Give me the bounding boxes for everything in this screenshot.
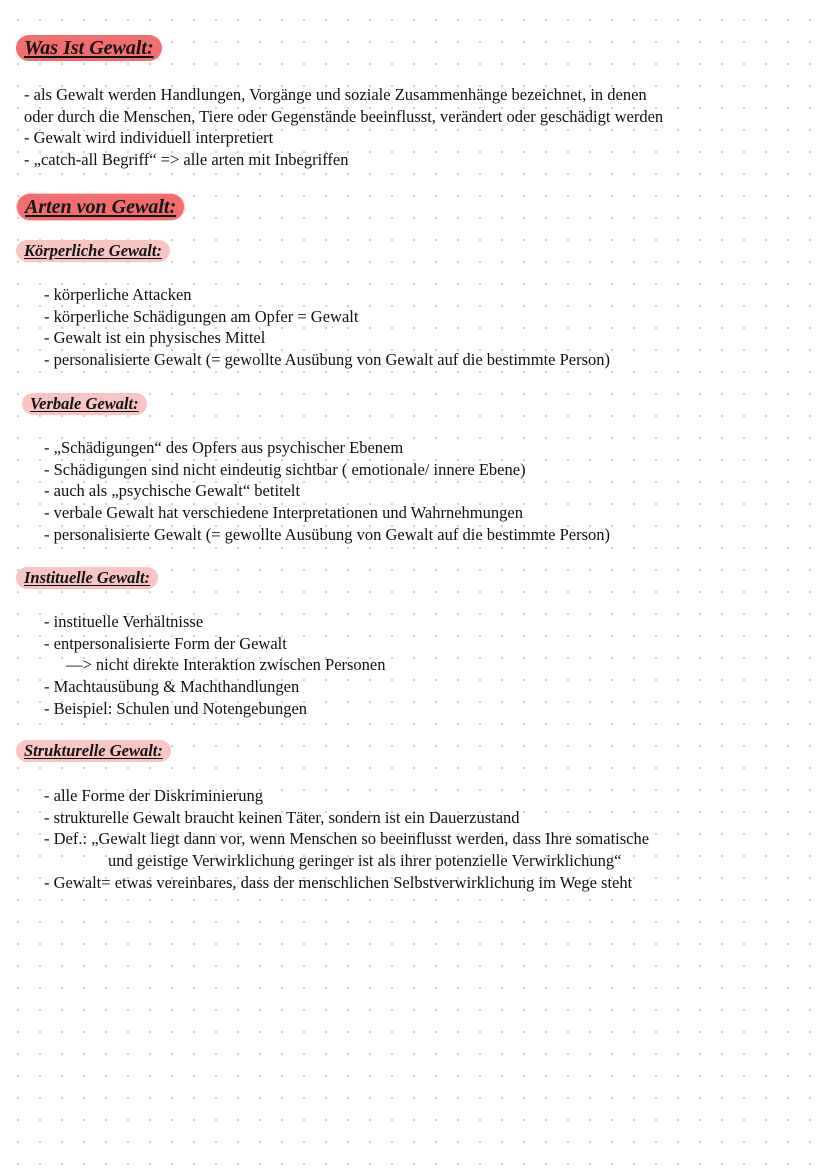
verbale-list: [44, 437, 610, 546]
list-item-arrow: —> nicht direkte Interaktion zwischen Personen: [66, 655, 386, 675]
koerperliche-list: [44, 284, 610, 371]
list-item: - personalisierte Gewalt (= gewollte Ausübung von Gewalt auf die bestimmte Person): [44, 524, 611, 544]
definition-line-4: - „catch-all Begriff“ => alle arten mit Inbegriffen: [24, 150, 349, 170]
list-item: - instituelle Verhältnisse: [44, 612, 204, 631]
list-item: - Beispiel: Schulen und Notengebungen: [44, 698, 308, 718]
list-item: - alle Forme der Diskriminierung: [44, 786, 264, 805]
list-item: - Schädigungen sind nicht eindeutig sichtbar ( emotionale/ innere Ebene): [44, 459, 526, 479]
list-item: - „Schädigungen“ des Opfers aus psychischer Ebenem: [44, 438, 404, 457]
list-item: - Def.: „Gewalt liegt dann vor, wenn Menschen so beeinflusst werden, dass Ihre somatische: [44, 829, 650, 849]
heading-arten-von-gewalt: Arten von Gewalt:: [17, 194, 184, 220]
list-item: - personalisierte Gewalt (= gewollte Ausübung von Gewalt auf die bestimmte Person): [44, 350, 611, 370]
list-item: - strukturelle Gewalt braucht keinen Täter, sondern ist ein Dauerzustand: [44, 807, 520, 827]
definition-block: [24, 84, 663, 171]
list-item: - verbale Gewalt hat verschiedene Interpretationen und Wahrnehmungen: [44, 503, 523, 523]
heading-was-ist-gewalt: Was Ist Gewalt:: [16, 35, 162, 61]
heading-koerperliche-gewalt: Körperliche Gewalt:: [16, 240, 170, 262]
heading-strukturelle-gewalt: Strukturelle Gewalt:: [16, 740, 171, 762]
list-item: - Machtausübung & Machthandlungen: [44, 677, 300, 697]
list-item: - körperliche Attacken: [44, 285, 192, 304]
heading-instituelle-gewalt: Instituelle Gewalt:: [16, 567, 158, 589]
strukturelle-list: [44, 785, 649, 894]
definition-line-1: - als Gewalt werden Handlungen, Vorgänge und soziale Zusammenhänge bezeichnet, in denen: [24, 85, 647, 104]
definition-line-2: oder durch die Menschen, Tiere oder Gegenstände beeinflusst, verändert oder geschädigt werden: [24, 106, 664, 126]
list-item-continuation: und geistige Verwirklichung geringer ist als ihrer potenzielle Verwirklichung“: [108, 851, 622, 871]
list-item: - entpersonalisierte Form der Gewalt: [44, 633, 287, 653]
list-item: - körperliche Schädigungen am Opfer = Gewalt: [44, 306, 359, 326]
heading-verbale-gewalt: Verbale Gewalt:: [22, 393, 147, 415]
list-item: - Gewalt ist ein physisches Mittel: [44, 328, 266, 348]
list-item: - Gewalt= etwas vereinbares, dass der menschlichen Selbstverwirklichung im Wege steht: [44, 872, 633, 892]
definition-line-3: - Gewalt wird individuell interpretiert: [24, 128, 274, 148]
instituelle-list: [44, 611, 386, 720]
list-item: - auch als „psychische Gewalt“ betitelt: [44, 481, 301, 501]
